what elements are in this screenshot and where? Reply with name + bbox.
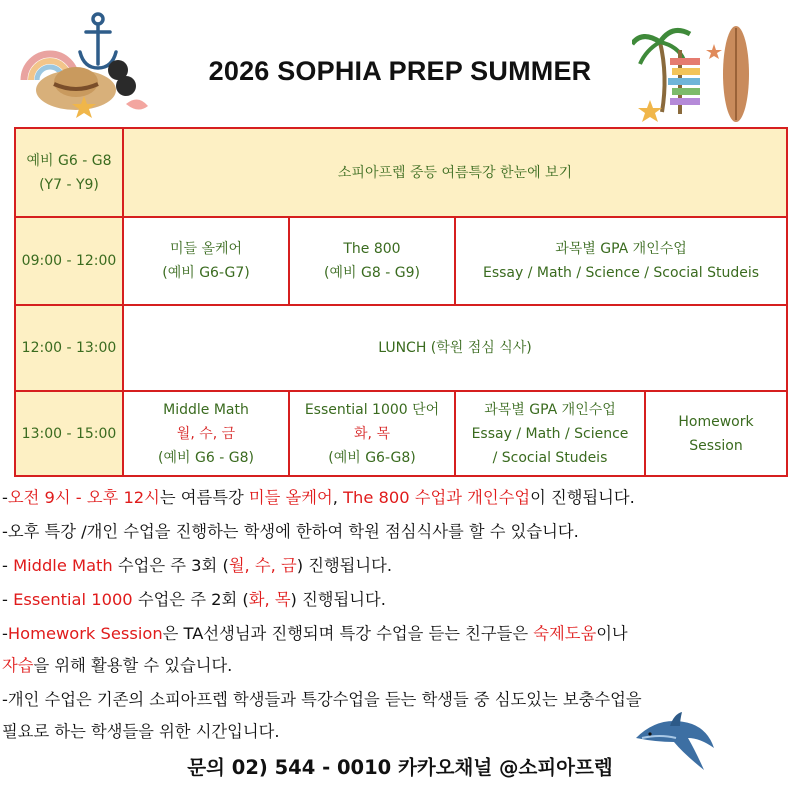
class-cell-gpa-private-pm [456, 392, 646, 475]
class-cell-gpa-private-am [456, 218, 786, 306]
schedule-table [14, 127, 788, 477]
anchor-icon [80, 14, 116, 68]
time-label: 12:00 - 13:00 [21, 340, 117, 356]
class-name: Middle Math [163, 401, 249, 418]
sunhat-icon [36, 67, 116, 110]
time-cell-lunch [16, 306, 124, 392]
note-line: - Middle Math 수업은 주 3회 (월, 수, 금) 진행됩니다. [2, 556, 393, 575]
class-grade: (예비 G6 - G8) [158, 449, 254, 466]
class-grade: (예비 G6-G7) [162, 265, 250, 281]
signpost-icon [668, 50, 700, 114]
time-cell-afternoon [16, 392, 124, 475]
class-name: 과목별 GPA 개인수업 [484, 401, 616, 418]
class-grade: (예비 G8 - G9) [324, 265, 420, 281]
note-line: - Essential 1000 수업은 주 2회 (화, 목) 진행됩니다. [2, 590, 386, 609]
surfboard-icon [723, 26, 749, 122]
overview-title: 소피아프렙 중등 여름특강 한눈에 보기 [337, 164, 573, 181]
class-cell-the-800 [290, 218, 456, 306]
beach-decoration-right [632, 16, 760, 124]
note-line: -개인 수업은 기존의 소피아프렙 학생들과 특강수업을 듣는 학생들 중 심도있는 보충수업을 [2, 690, 642, 709]
grade-range-label: 예비 G6 - G8 [26, 152, 112, 169]
class-name: Essential 1000 단어 [304, 401, 440, 418]
class-cell-middle-allcare [124, 218, 290, 306]
class-days: 월, 수, 금 [176, 425, 236, 442]
lunch-cell [124, 306, 786, 392]
grade-header-cell [16, 129, 124, 218]
lunch-label: LUNCH (학원 점심 식사) [378, 340, 532, 356]
beach-decoration-left [14, 10, 154, 122]
class-name: 과목별 GPA 개인수업 [555, 241, 687, 257]
note-line: -Homework Session은 TA선생님과 진행되며 특강 수업을 듣는 친구들은 숙제도움이나 [2, 624, 628, 643]
class-cell-middle-math [124, 392, 290, 475]
page-title: 2026 SOPHIA PREP SUMMER [208, 56, 592, 86]
class-days: 화, 목 [354, 425, 390, 442]
time-label: 09:00 - 12:00 [21, 253, 117, 269]
contact-info: 문의 02) 544 - 0010 카카오채널 @소피아프렙 [187, 756, 613, 779]
class-name: 미들 올케어 [169, 241, 243, 257]
class-grade: (예비 G6-G8) [328, 449, 416, 466]
time-cell-morning [16, 218, 124, 306]
time-label: 13:00 - 15:00 [21, 425, 117, 442]
class-name: Homework [678, 413, 754, 430]
note-line: 필요로 하는 학생들을 위한 시간입니다. [2, 722, 280, 741]
class-name-cont: Session [689, 437, 743, 454]
seashell-icon [126, 99, 148, 109]
class-subjects: Essay / Math / Science / Scocial Studeis [482, 265, 760, 281]
year-range-label: (Y7 - Y9) [39, 176, 99, 193]
overview-header-cell [124, 129, 786, 218]
class-cell-homework-session [646, 392, 786, 475]
class-subjects-cont: / Scocial Studeis [492, 449, 608, 466]
note-line: 자습을 위해 활용할 수 있습니다. [2, 656, 233, 675]
class-cell-essential-1000 [290, 392, 456, 475]
note-line: -오전 9시 - 오후 12시는 여름특강 미들 올케어, The 800 수업과 개인수업이 진행됩니다. [2, 488, 635, 507]
class-name: The 800 [343, 241, 401, 257]
note-line: -오후 특강 /개인 수업을 진행하는 학생에 한하여 학원 점심식사를 할 수 있습니다. [2, 522, 579, 541]
class-subjects: Essay / Math / Science [471, 425, 629, 442]
